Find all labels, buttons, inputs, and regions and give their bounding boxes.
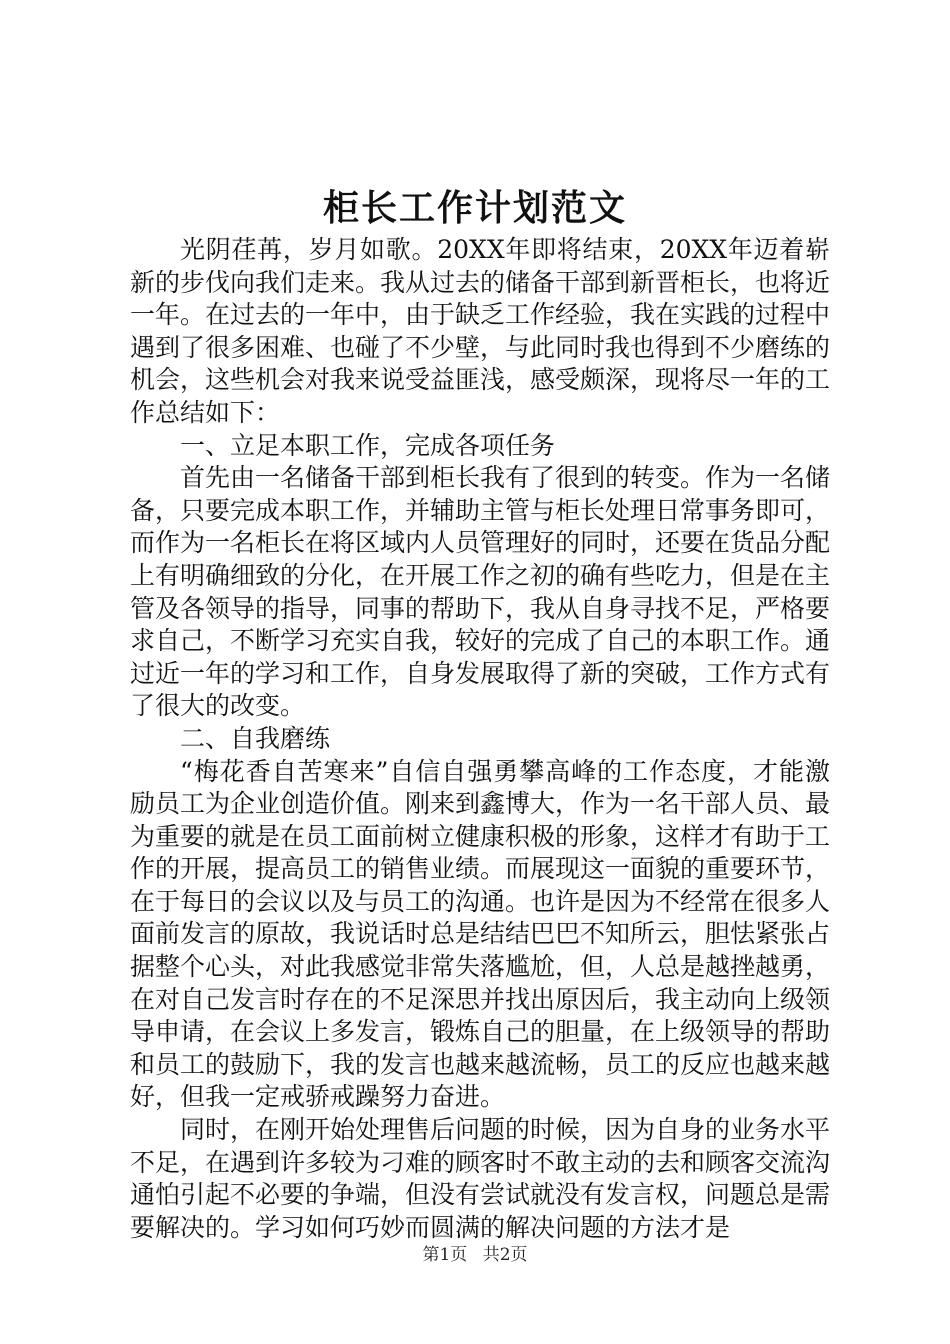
paragraph-section-1: 首先由一名储备干部到柜长我有了很到的转变。作为一名储备，只要完成本职工作，并辅助主管与柜长处理日常事务即可，而作为一名柜长在将区域内人员管理好的同时，还要在货品分配上有明确细致的分化，在开展工作之初的确有些吃力，但是在主管及各领导的指导，同事的帮助下，我从自身寻找不足，严格要求自己，不断学习充实自我，较好的完成了自己的本职工作。通过近一年的学习和工作，自身发展取得了新的突破，工作方式有了很大的改变。: [130, 463, 831, 721]
paragraph-intro: 光阴荏苒，岁月如歌。20XX年即将结束，20XX年迈着崭新的步伐向我们走来。我从过去的储备干部到新晋柜长，也将近一年。在过去的一年中，由于缺乏工作经验，我在实践的过程中遇到了很多困难、也碰了不少壁，与此同时我也得到不少磨练的机会，这些机会对我来说受益匪浅，感受颇深，现将尽一年的工作总结如下：: [130, 235, 831, 427]
paragraph-section-2a: “梅花香自苦寒来”自信自强勇攀高峰的工作态度，才能激励员工为企业创造价值。刚来到鑫博大，作为一名干部人员、最为重要的就是在员工面前树立健康积极的形象，这样才有助于工作的开展，提高员工的销售业绩。而展现这一面貌的重要环节，在于每日的会议以及与员工的沟通。也许是因为不经常在很多人面前发言的原故，我说话时总是结结巴巴不知所云，胆怯紧张占据整个心头，对此我感觉非常失落尴尬，但，人总是越挫越勇，在对自己发言时存在的不足深思并找出原因后，我主动向上级领导申请，在会议上多发言，锻炼自己的胆量，在上级领导的帮助和员工的鼓励下，我的发言也越来越流畅，员工的反应也越来越好，但我一定戒骄戒躁努力奋进。: [130, 756, 831, 1112]
document-body: [130, 234, 830, 1244]
paragraph-section-2b: 同时，在刚开始处理售后问题的时候，因为自身的业务水平不足，在遇到许多较为刁难的顾客时不敢主动的去和顾客交流沟通怕引起不必要的争端，但没有尝试就没有发言权，问题总是需要解决的。学习如何巧妙而圆满的解决问题的方法才是: [130, 1115, 831, 1242]
page-footer: [0, 1244, 950, 1266]
section-heading-1: 一、立足本职工作，完成各项任务: [180, 430, 556, 460]
section-heading-2: 二、自我磨练: [180, 723, 331, 753]
page-number: 第1页: [422, 1245, 468, 1265]
document-title: 柜长工作计划范文: [322, 187, 627, 229]
page-total: 共2页: [482, 1245, 528, 1265]
